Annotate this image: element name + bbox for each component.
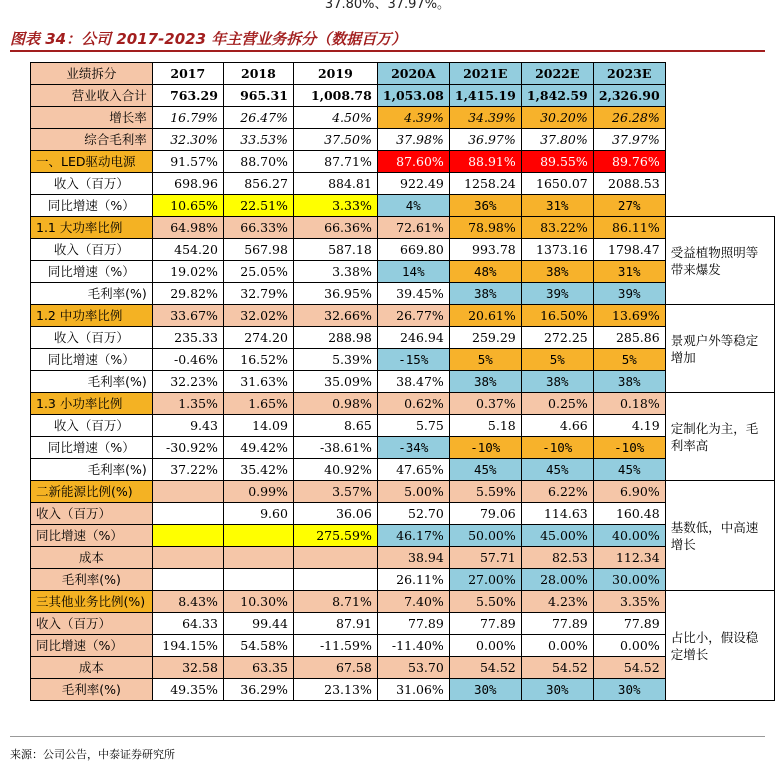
table-row bbox=[31, 437, 775, 459]
table-cell: 0.98% bbox=[293, 393, 377, 415]
table-cell: -10% bbox=[449, 437, 521, 459]
header-year: 2022E bbox=[521, 63, 593, 85]
table-cell: 48% bbox=[449, 261, 521, 283]
table-cell: 87.60% bbox=[377, 151, 449, 173]
table-row bbox=[31, 327, 775, 349]
table-cell: 965.31 bbox=[223, 85, 293, 107]
table-row bbox=[31, 239, 775, 261]
table-cell: 4.50% bbox=[293, 107, 377, 129]
table-cell: 36.95% bbox=[293, 283, 377, 305]
table-cell: 993.78 bbox=[449, 239, 521, 261]
table-cell: 30% bbox=[593, 679, 665, 701]
table-cell: 20.61% bbox=[449, 305, 521, 327]
row-label: 一、LED驱动电源 bbox=[31, 151, 153, 173]
table-cell: 23.13% bbox=[293, 679, 377, 701]
table-cell: 46.17% bbox=[377, 525, 449, 547]
table-cell: 9.43 bbox=[152, 415, 223, 437]
table-cell: 0.00% bbox=[449, 635, 521, 657]
table-cell: 38.94 bbox=[377, 547, 449, 569]
table-cell: 87.91 bbox=[293, 613, 377, 635]
table-cell: 14.09 bbox=[223, 415, 293, 437]
row-label: 同比增速（%） bbox=[31, 635, 153, 657]
table-row bbox=[31, 591, 775, 613]
table-cell: 16.79% bbox=[152, 107, 223, 129]
header-year: 2017 bbox=[152, 63, 223, 85]
table-row bbox=[31, 481, 775, 503]
table-cell: 1.65% bbox=[223, 393, 293, 415]
source-divider bbox=[10, 736, 765, 737]
table-cell: 1,053.08 bbox=[377, 85, 449, 107]
table-cell: 38.47% bbox=[377, 371, 449, 393]
table-cell: 72.61% bbox=[377, 217, 449, 239]
table-row bbox=[31, 459, 775, 481]
table-cell: 45% bbox=[593, 459, 665, 481]
table-cell: 6.90% bbox=[593, 481, 665, 503]
table-cell: 88.70% bbox=[223, 151, 293, 173]
table-cell: 54.52 bbox=[521, 657, 593, 679]
table-cell: 4.23% bbox=[521, 591, 593, 613]
table-cell: 49.42% bbox=[223, 437, 293, 459]
table-cell: 32.58 bbox=[152, 657, 223, 679]
table-cell: 26.47% bbox=[223, 107, 293, 129]
table-cell: 57.71 bbox=[449, 547, 521, 569]
table-cell: 37.80% bbox=[521, 129, 593, 151]
table-cell: 30.20% bbox=[521, 107, 593, 129]
table-row bbox=[31, 657, 775, 679]
table-cell: 86.11% bbox=[593, 217, 665, 239]
table-cell: 1373.16 bbox=[521, 239, 593, 261]
row-label: 成本 bbox=[31, 657, 153, 679]
table-cell: 0.00% bbox=[521, 635, 593, 657]
table-cell: 66.33% bbox=[223, 217, 293, 239]
table-cell: 79.06 bbox=[449, 503, 521, 525]
table-cell: 38% bbox=[449, 371, 521, 393]
table-cell: 8.65 bbox=[293, 415, 377, 437]
table-cell: 36.06 bbox=[293, 503, 377, 525]
table-cell: 4.39% bbox=[377, 107, 449, 129]
table-cell: -34% bbox=[377, 437, 449, 459]
row-label: 二新能源比例(%) bbox=[31, 481, 153, 503]
table-cell bbox=[152, 525, 223, 547]
table-cell: 0.25% bbox=[521, 393, 593, 415]
table-cell: 89.55% bbox=[521, 151, 593, 173]
table-cell: 1650.07 bbox=[521, 173, 593, 195]
table-cell: 32.66% bbox=[293, 305, 377, 327]
table-cell: 669.80 bbox=[377, 239, 449, 261]
table-cell bbox=[152, 569, 223, 591]
table-cell: 54.58% bbox=[223, 635, 293, 657]
table-cell bbox=[152, 481, 223, 503]
table-cell: 88.91% bbox=[449, 151, 521, 173]
segment-note: 基数低，中高速增长 bbox=[665, 481, 774, 591]
table-cell: 0.62% bbox=[377, 393, 449, 415]
table-cell: 567.98 bbox=[223, 239, 293, 261]
table-cell: -15% bbox=[377, 349, 449, 371]
row-label: 同比增速（%） bbox=[31, 525, 153, 547]
table-cell: 91.57% bbox=[152, 151, 223, 173]
table-row bbox=[31, 173, 775, 195]
table-cell: 39.45% bbox=[377, 283, 449, 305]
table-row bbox=[31, 635, 775, 657]
table-cell: 77.89 bbox=[449, 613, 521, 635]
table-cell: 39% bbox=[521, 283, 593, 305]
header-year: 2018 bbox=[223, 63, 293, 85]
table-row bbox=[31, 283, 775, 305]
table-cell: 77.89 bbox=[521, 613, 593, 635]
table-cell: 32.30% bbox=[152, 129, 223, 151]
table-cell: 0.00% bbox=[593, 635, 665, 657]
segment-note: 景观户外等稳定增加 bbox=[665, 305, 774, 393]
header-year: 2019 bbox=[293, 63, 377, 85]
table-cell bbox=[223, 525, 293, 547]
row-label: 毛利率(%) bbox=[31, 371, 153, 393]
table-cell: 38% bbox=[521, 261, 593, 283]
note-empty bbox=[665, 85, 774, 107]
table-cell: 32.79% bbox=[223, 283, 293, 305]
business-breakdown-table bbox=[30, 62, 775, 701]
table-row bbox=[31, 569, 775, 591]
table-cell: 2,326.90 bbox=[593, 85, 665, 107]
previous-page-text: 37.80%、37.97%。 bbox=[324, 0, 451, 12]
row-label: 收入（百万） bbox=[31, 327, 153, 349]
table-cell: 5.18 bbox=[449, 415, 521, 437]
table-cell: 99.44 bbox=[223, 613, 293, 635]
table-cell: -10% bbox=[593, 437, 665, 459]
header-label: 业绩拆分 bbox=[31, 63, 153, 85]
segment-note: 占比小，假设稳定增长 bbox=[665, 591, 774, 701]
table-cell: 30% bbox=[449, 679, 521, 701]
table-cell: 5% bbox=[521, 349, 593, 371]
table-row bbox=[31, 195, 775, 217]
table-cell: 50.00% bbox=[449, 525, 521, 547]
table-cell: 32.23% bbox=[152, 371, 223, 393]
table-cell: 64.33 bbox=[152, 613, 223, 635]
row-label: 收入（百万） bbox=[31, 613, 153, 635]
table-cell: 856.27 bbox=[223, 173, 293, 195]
table-cell bbox=[152, 503, 223, 525]
table-cell: 36% bbox=[449, 195, 521, 217]
table-cell: 16.50% bbox=[521, 305, 593, 327]
table-cell: -11.40% bbox=[377, 635, 449, 657]
table-cell: 8.71% bbox=[293, 591, 377, 613]
table-cell: 16.52% bbox=[223, 349, 293, 371]
table-cell: 33.53% bbox=[223, 129, 293, 151]
row-label: 同比增速（%） bbox=[31, 437, 153, 459]
table-cell: 275.59% bbox=[293, 525, 377, 547]
table-cell: 35.42% bbox=[223, 459, 293, 481]
table-cell: 4% bbox=[377, 195, 449, 217]
row-label: 收入（百万） bbox=[31, 503, 153, 525]
note-empty bbox=[665, 129, 774, 151]
table-cell: 45.00% bbox=[521, 525, 593, 547]
table-cell: 38% bbox=[521, 371, 593, 393]
table-cell: 272.25 bbox=[521, 327, 593, 349]
table-cell: 89.76% bbox=[593, 151, 665, 173]
table-cell bbox=[293, 547, 377, 569]
table-cell: 49.35% bbox=[152, 679, 223, 701]
table-cell: 5.39% bbox=[293, 349, 377, 371]
table-cell: 27% bbox=[593, 195, 665, 217]
table-cell: 288.98 bbox=[293, 327, 377, 349]
table-cell: -11.59% bbox=[293, 635, 377, 657]
table-cell bbox=[293, 569, 377, 591]
table-cell: 38% bbox=[593, 371, 665, 393]
segment-note: 受益植物照明等带来爆发 bbox=[665, 217, 774, 305]
table-row bbox=[31, 349, 775, 371]
table-cell: 82.53 bbox=[521, 547, 593, 569]
row-label: 同比增速（%） bbox=[31, 261, 153, 283]
table-cell: 3.38% bbox=[293, 261, 377, 283]
table-cell: 10.65% bbox=[152, 195, 223, 217]
table-cell: 22.51% bbox=[223, 195, 293, 217]
table-cell: 5.75 bbox=[377, 415, 449, 437]
table-cell: 114.63 bbox=[521, 503, 593, 525]
table-cell: 0.99% bbox=[223, 481, 293, 503]
table-cell: 29.82% bbox=[152, 283, 223, 305]
table-row bbox=[31, 261, 775, 283]
row-label: 营业收入合计 bbox=[31, 85, 153, 107]
table-cell: 7.40% bbox=[377, 591, 449, 613]
table-cell: 67.58 bbox=[293, 657, 377, 679]
table-row bbox=[31, 151, 775, 173]
table-row bbox=[31, 107, 775, 129]
table-cell: 5.00% bbox=[377, 481, 449, 503]
table-cell: 31.63% bbox=[223, 371, 293, 393]
table-cell: 26.28% bbox=[593, 107, 665, 129]
table-cell: 1798.47 bbox=[593, 239, 665, 261]
note-empty bbox=[665, 107, 774, 129]
row-label: 毛利率(%) bbox=[31, 679, 153, 701]
table-cell: 31% bbox=[521, 195, 593, 217]
row-label: 收入（百万） bbox=[31, 415, 153, 437]
table-cell: 19.02% bbox=[152, 261, 223, 283]
table-cell: 77.89 bbox=[593, 613, 665, 635]
table-cell bbox=[223, 569, 293, 591]
table-row bbox=[31, 305, 775, 327]
row-label: 毛利率(%) bbox=[31, 459, 153, 481]
table-cell: 1258.24 bbox=[449, 173, 521, 195]
table-cell: 37.50% bbox=[293, 129, 377, 151]
table-cell: 40.00% bbox=[593, 525, 665, 547]
table-cell: 47.65% bbox=[377, 459, 449, 481]
row-label: 收入（百万） bbox=[31, 239, 153, 261]
table-cell: 246.94 bbox=[377, 327, 449, 349]
table-row bbox=[31, 415, 775, 437]
table-cell: 8.43% bbox=[152, 591, 223, 613]
table-cell: 3.57% bbox=[293, 481, 377, 503]
table-row bbox=[31, 371, 775, 393]
table-cell: 34.39% bbox=[449, 107, 521, 129]
table-cell: 1,842.59 bbox=[521, 85, 593, 107]
table-cell: 27.00% bbox=[449, 569, 521, 591]
table-cell: -38.61% bbox=[293, 437, 377, 459]
table-cell: 78.98% bbox=[449, 217, 521, 239]
table-cell: -0.46% bbox=[152, 349, 223, 371]
table-row bbox=[31, 217, 775, 239]
row-label: 成本 bbox=[31, 547, 153, 569]
row-label: 三其他业务比例(%) bbox=[31, 591, 153, 613]
table-row bbox=[31, 547, 775, 569]
table-cell: 52.70 bbox=[377, 503, 449, 525]
note-empty bbox=[665, 151, 774, 173]
table-row bbox=[31, 613, 775, 635]
table-cell: 31.06% bbox=[377, 679, 449, 701]
table-row bbox=[31, 85, 775, 107]
table-cell: 26.11% bbox=[377, 569, 449, 591]
table-cell: 45% bbox=[449, 459, 521, 481]
row-label: 同比增速（%） bbox=[31, 195, 153, 217]
table-cell: 87.71% bbox=[293, 151, 377, 173]
figure-title: 图表 34：公司 2017-2023 年主营业务拆分（数据百万） bbox=[10, 30, 407, 48]
table-cell: 587.18 bbox=[293, 239, 377, 261]
table-cell: 1,415.19 bbox=[449, 85, 521, 107]
table-cell: 83.22% bbox=[521, 217, 593, 239]
table-cell: 40.92% bbox=[293, 459, 377, 481]
table-cell: 26.77% bbox=[377, 305, 449, 327]
table-cell: -10% bbox=[521, 437, 593, 459]
table-cell: 13.69% bbox=[593, 305, 665, 327]
table-cell: 763.29 bbox=[152, 85, 223, 107]
table-cell: 35.09% bbox=[293, 371, 377, 393]
table-cell: 3.33% bbox=[293, 195, 377, 217]
header-year: 2023E bbox=[593, 63, 665, 85]
table-cell: 38% bbox=[449, 283, 521, 305]
table-cell: 39% bbox=[593, 283, 665, 305]
table-cell: 235.33 bbox=[152, 327, 223, 349]
table-cell: 4.19 bbox=[593, 415, 665, 437]
table-cell: 454.20 bbox=[152, 239, 223, 261]
table-row bbox=[31, 393, 775, 415]
table-cell: 36.29% bbox=[223, 679, 293, 701]
table-cell: 285.86 bbox=[593, 327, 665, 349]
table-cell: 5.59% bbox=[449, 481, 521, 503]
table-cell: 28.00% bbox=[521, 569, 593, 591]
table-cell: 698.96 bbox=[152, 173, 223, 195]
table-cell bbox=[152, 547, 223, 569]
table-cell: -30.92% bbox=[152, 437, 223, 459]
row-label: 毛利率(%) bbox=[31, 569, 153, 591]
note-empty bbox=[665, 195, 774, 217]
row-label: 1.1 大功率比例 bbox=[31, 217, 153, 239]
table-cell: 37.97% bbox=[593, 129, 665, 151]
table-cell: 77.89 bbox=[377, 613, 449, 635]
table-cell: 30% bbox=[521, 679, 593, 701]
table-cell: 3.35% bbox=[593, 591, 665, 613]
table-cell: 66.36% bbox=[293, 217, 377, 239]
table-cell: 37.98% bbox=[377, 129, 449, 151]
table-cell: 45% bbox=[521, 459, 593, 481]
row-label: 毛利率(%) bbox=[31, 283, 153, 305]
note-empty bbox=[665, 173, 774, 195]
row-label: 综合毛利率 bbox=[31, 129, 153, 151]
table-row bbox=[31, 503, 775, 525]
table-cell: 10.30% bbox=[223, 591, 293, 613]
table-cell: 33.67% bbox=[152, 305, 223, 327]
source-note: 来源：公司公告，中泰证券研究所 bbox=[10, 748, 175, 761]
table-cell: 9.60 bbox=[223, 503, 293, 525]
table-cell bbox=[223, 547, 293, 569]
table-cell: 259.29 bbox=[449, 327, 521, 349]
table-cell: 54.52 bbox=[449, 657, 521, 679]
title-divider bbox=[10, 50, 765, 52]
table-cell: 274.20 bbox=[223, 327, 293, 349]
table-cell: 30.00% bbox=[593, 569, 665, 591]
table-cell: 922.49 bbox=[377, 173, 449, 195]
header-year: 2020A bbox=[377, 63, 449, 85]
table-cell: 31% bbox=[593, 261, 665, 283]
table-cell: 884.81 bbox=[293, 173, 377, 195]
table-cell: 0.37% bbox=[449, 393, 521, 415]
row-label: 同比增速（%） bbox=[31, 349, 153, 371]
table-cell: 14% bbox=[377, 261, 449, 283]
table-cell: 64.98% bbox=[152, 217, 223, 239]
table-cell: 37.22% bbox=[152, 459, 223, 481]
row-label: 增长率 bbox=[31, 107, 153, 129]
table-row bbox=[31, 679, 775, 701]
table-row bbox=[31, 525, 775, 547]
table-cell: 0.18% bbox=[593, 393, 665, 415]
table-cell: 112.34 bbox=[593, 547, 665, 569]
table-cell: 25.05% bbox=[223, 261, 293, 283]
table-cell: 1,008.78 bbox=[293, 85, 377, 107]
table-cell: 5% bbox=[593, 349, 665, 371]
table-cell: 5.50% bbox=[449, 591, 521, 613]
table-cell: 2088.53 bbox=[593, 173, 665, 195]
row-label: 1.2 中功率比例 bbox=[31, 305, 153, 327]
note-empty bbox=[665, 63, 774, 85]
row-label: 1.3 小功率比例 bbox=[31, 393, 153, 415]
table-cell: 54.52 bbox=[593, 657, 665, 679]
table-cell: 63.35 bbox=[223, 657, 293, 679]
table-cell: 6.22% bbox=[521, 481, 593, 503]
table-cell: 5% bbox=[449, 349, 521, 371]
row-label: 收入（百万） bbox=[31, 173, 153, 195]
table-cell: 194.15% bbox=[152, 635, 223, 657]
table-cell: 4.66 bbox=[521, 415, 593, 437]
table-cell: 53.70 bbox=[377, 657, 449, 679]
header-year: 2021E bbox=[449, 63, 521, 85]
table-row bbox=[31, 129, 775, 151]
table-cell: 36.97% bbox=[449, 129, 521, 151]
table-cell: 32.02% bbox=[223, 305, 293, 327]
segment-note: 定制化为主，毛利率高 bbox=[665, 393, 774, 481]
table-cell: 1.35% bbox=[152, 393, 223, 415]
table-cell: 160.48 bbox=[593, 503, 665, 525]
